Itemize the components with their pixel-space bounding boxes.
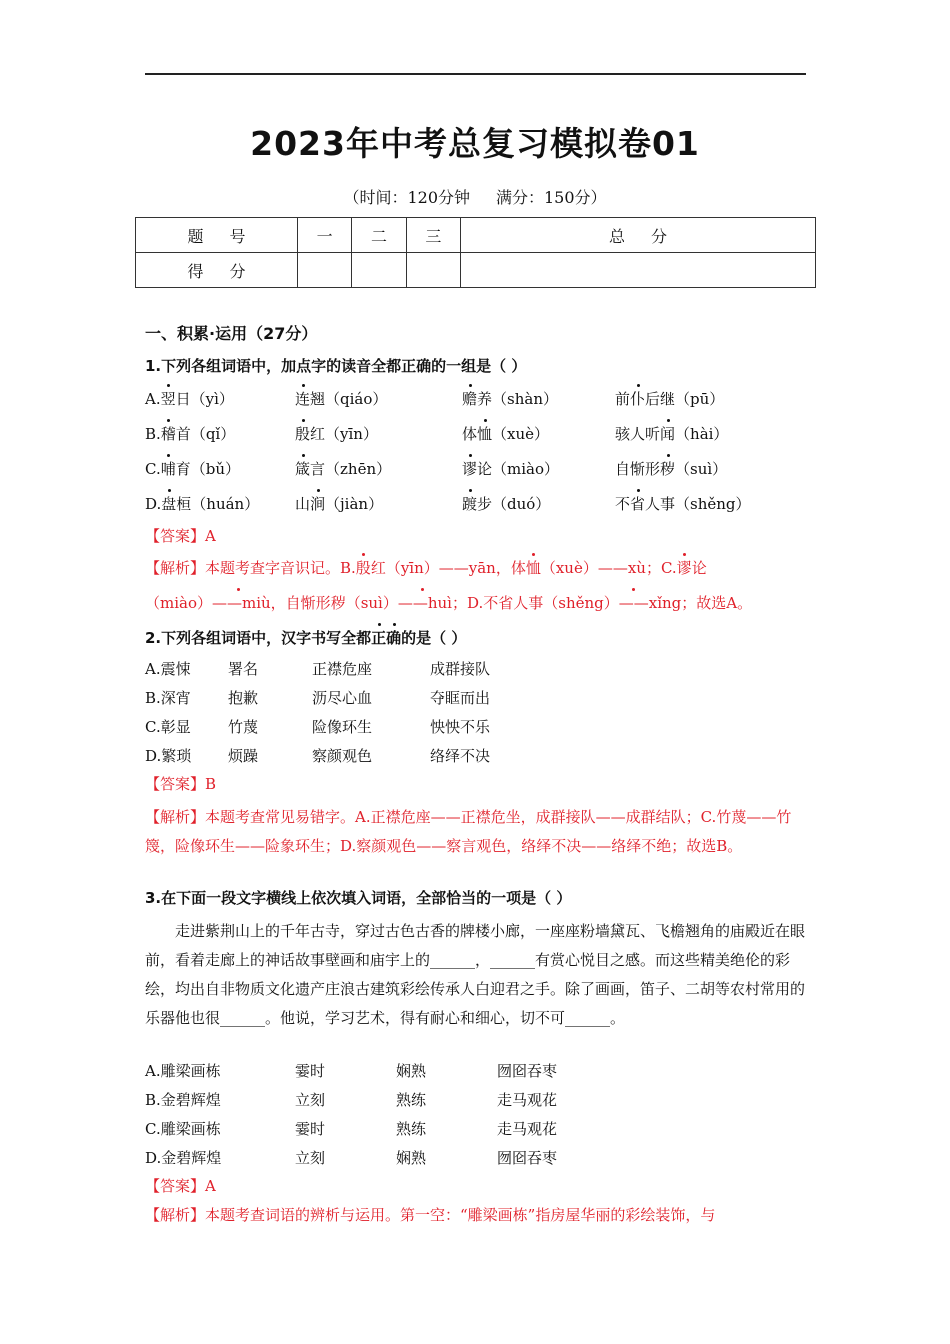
option-text: 步（duó） <box>477 495 551 513</box>
option-text: （hài） <box>675 425 729 443</box>
dotted-char: 踱 <box>462 495 478 513</box>
dotted-char: 仆 <box>630 390 646 408</box>
section-heading: 一、积累·运用（27分） <box>145 324 318 343</box>
score-table-cell: 得分 <box>136 253 298 288</box>
dotted-char: 恤 <box>477 425 493 443</box>
option-text: 桓（huán） <box>176 495 260 513</box>
option-item <box>462 389 558 409</box>
question-2-stem-pre: 2.下列各组词语中，汉字书写全都 <box>145 629 372 647</box>
dotted-char: 哺 <box>160 460 176 478</box>
option-item: D.繁琐 <box>145 747 192 765</box>
dotted-char: 人事（shěng）——xǐng；故选A。 <box>513 594 753 612</box>
option-text: 不 <box>615 495 631 513</box>
option-item: 立刻 <box>295 1091 326 1109</box>
option-item <box>615 459 727 479</box>
header-rule <box>145 73 806 75</box>
question-1-analysis-line2 <box>145 593 805 613</box>
option-item <box>615 389 724 409</box>
option-item <box>145 424 235 444</box>
option-text: C. <box>145 460 161 478</box>
option-item: 怏怏不乐 <box>430 718 491 736</box>
option-item: 霎时 <box>295 1062 326 1080</box>
dotted-char: 涧 <box>310 495 326 513</box>
option-text: 育（bǔ） <box>175 460 240 478</box>
option-text: 后继（pū） <box>645 390 725 408</box>
option-text: 自惭形 <box>615 460 661 478</box>
dotted-char: 箴 <box>295 460 311 478</box>
dotted-char: 闻 <box>660 425 676 443</box>
option-item: B.金碧辉煌 <box>145 1091 221 1109</box>
option-text: 骇人听 <box>615 425 661 443</box>
option-text: 翘（qiáo） <box>310 390 388 408</box>
score-table-cell: 总分 <box>461 218 816 253</box>
option-item: C.雕梁画栋 <box>145 1120 221 1138</box>
dotted-char: 殷 <box>295 425 311 443</box>
option-text: （suì） <box>675 460 728 478</box>
option-text: 论（miào） <box>477 460 560 478</box>
option-item: 成群接队 <box>430 660 491 678</box>
page-title: 2023年中考总复习模拟卷01 <box>250 124 700 163</box>
dotted-char: 稽 <box>160 425 176 443</box>
score-table-score-row <box>136 253 816 288</box>
option-item: 囫囵吞枣 <box>497 1149 558 1167</box>
dotted-char: 恤 <box>525 559 541 577</box>
option-item <box>295 494 383 514</box>
dotted-char: 赡 <box>462 390 478 408</box>
option-item <box>295 459 391 479</box>
question-2-stem-post: 的是（ ） <box>401 629 467 647</box>
option-item: A.震悚 <box>145 660 191 678</box>
dotted-char: 谬 <box>462 460 478 478</box>
option-item: 立刻 <box>295 1149 326 1167</box>
question-3-answer: 【答案】A <box>145 1177 216 1195</box>
option-text: 日（yì） <box>175 390 234 408</box>
option-text: A. <box>145 390 161 408</box>
question-2-stem-emphasis <box>371 629 401 647</box>
option-text: 体 <box>462 425 478 443</box>
option-item <box>295 389 387 409</box>
option-text: 前 <box>615 390 631 408</box>
dotted-char: 正 <box>371 629 387 647</box>
option-item: D.金碧辉煌 <box>145 1149 222 1167</box>
option-text: B. <box>145 425 161 443</box>
dotted-char: 秽 <box>660 460 676 478</box>
analysis-text: 红（yīn）——yān，体 <box>370 559 526 577</box>
analysis-text: 论 <box>691 559 707 577</box>
option-text: D. <box>145 495 162 513</box>
analysis-text: 秽 <box>330 594 346 612</box>
option-text: 养（shàn） <box>477 390 558 408</box>
option-item: 夺眶而出 <box>430 689 491 707</box>
score-input-cell <box>461 253 816 288</box>
score-table-cell: 三 <box>406 218 460 253</box>
option-item: 署名 <box>228 660 259 678</box>
analysis-text: 省 <box>498 594 514 612</box>
score-table-header-row <box>136 218 816 253</box>
question-1-analysis-line1 <box>145 558 805 578</box>
option-text: （jiàn） <box>325 495 384 513</box>
option-item: C.彰显 <box>145 718 191 736</box>
dotted-char: 确 <box>386 629 402 647</box>
dotted-char: 省 <box>630 495 646 513</box>
dotted-char: 翌 <box>160 390 176 408</box>
dotted-char: 连 <box>295 390 311 408</box>
exam-time: （时间：120分钟 <box>343 188 470 207</box>
exam-info <box>0 185 950 208</box>
dotted-char: 盘 <box>161 495 177 513</box>
option-item <box>145 389 234 409</box>
option-item <box>462 424 549 444</box>
option-text: 人事（shěng） <box>645 495 751 513</box>
option-item: 走马观花 <box>497 1120 558 1138</box>
option-text: （xuè） <box>492 425 550 443</box>
option-item: 霎时 <box>295 1120 326 1138</box>
option-item: 烦躁 <box>228 747 259 765</box>
score-input-cell <box>352 253 406 288</box>
option-item: 沥尽心血 <box>312 689 373 707</box>
option-item <box>145 459 240 479</box>
dotted-char: （suì）——huì；D.不 <box>345 594 499 612</box>
dotted-char: 殷 <box>355 559 371 577</box>
score-input-cell <box>298 253 352 288</box>
option-text: 山 <box>295 495 311 513</box>
option-text: 首（qǐ） <box>175 425 236 443</box>
dotted-char: 谬 <box>676 559 692 577</box>
analysis-text: （xuè）——xù；C. <box>540 559 677 577</box>
score-table <box>135 217 816 288</box>
option-item <box>615 424 728 444</box>
option-item: 竹蔑 <box>228 718 259 736</box>
option-item: 走马观花 <box>497 1091 558 1109</box>
score-input-cell <box>406 253 460 288</box>
question-1-answer: 【答案】A <box>145 527 216 545</box>
option-text: 言（zhēn） <box>310 460 392 478</box>
dotted-char: （miào）——miù，自惭形 <box>145 594 331 612</box>
score-table-cell: 一 <box>298 218 352 253</box>
option-item: 熟练 <box>396 1120 427 1138</box>
question-2-analysis: 【解析】本题考查常见易错字。A.正襟危座——正襟危坐，成群接队——成群结队；C.竹蔑——竹篾，险像环生——险象环生；D.察颜观色——察言观色，络绎不决——络绎不绝；故选B。 <box>145 808 792 855</box>
score-table-cell: 二 <box>352 218 406 253</box>
option-item <box>145 494 259 514</box>
option-item: B.深宵 <box>145 689 191 707</box>
analysis-text: 【解析】本题考查字音识记。B. <box>145 559 356 577</box>
option-item: 险像环生 <box>312 718 373 736</box>
option-item: 察颜观色 <box>312 747 373 765</box>
option-item <box>615 494 751 514</box>
option-item: 抱歉 <box>228 689 259 707</box>
option-item: 囫囵吞枣 <box>497 1062 558 1080</box>
question-1-stem: 1.下列各组词语中，加点字的读音全都正确的一组是（ ） <box>145 357 527 375</box>
option-item: 娴熟 <box>396 1149 427 1167</box>
option-text: 红（yīn） <box>310 425 378 443</box>
question-3-passage: 走进紫荆山上的千年古寺，穿过古色古香的牌楼小廊，一座座粉墙黛瓦、飞檐翘角的庙殿近在眼前，看着走廊上的神话故事壁画和庙宇上的______，______有赏心悦目之感。而这些精美绝伦的彩绘，均出自非物质文化遗产庄浪古建筑彩绘传承人白迎君之手。除了画画，笛子、二胡等农村常用的乐器他也很______。他说，学习艺术，得有耐心和细心，切不可______。 <box>145 922 806 1027</box>
option-item <box>462 494 550 514</box>
question-3-analysis: 【解析】本题考查词语的辨析与运用。第一空：“雕梁画栋”指房屋华丽的彩绘装饰，与 <box>145 1206 716 1224</box>
question-2-answer: 【答案】B <box>145 775 217 793</box>
option-item: 正襟危座 <box>312 660 373 678</box>
option-item: A.雕梁画栋 <box>145 1062 221 1080</box>
option-item: 熟练 <box>396 1091 427 1109</box>
score-table-cell: 题号 <box>136 218 298 253</box>
exam-full-score: 满分：150分） <box>496 188 607 207</box>
option-item: 络绎不决 <box>430 747 491 765</box>
option-item: 娴熟 <box>396 1062 427 1080</box>
question-3-stem: 3.在下面一段文字横线上依次填入词语，全部恰当的一项是（ ） <box>145 889 572 907</box>
option-item <box>295 424 378 444</box>
question-2-stem <box>145 628 805 648</box>
option-item <box>462 459 559 479</box>
